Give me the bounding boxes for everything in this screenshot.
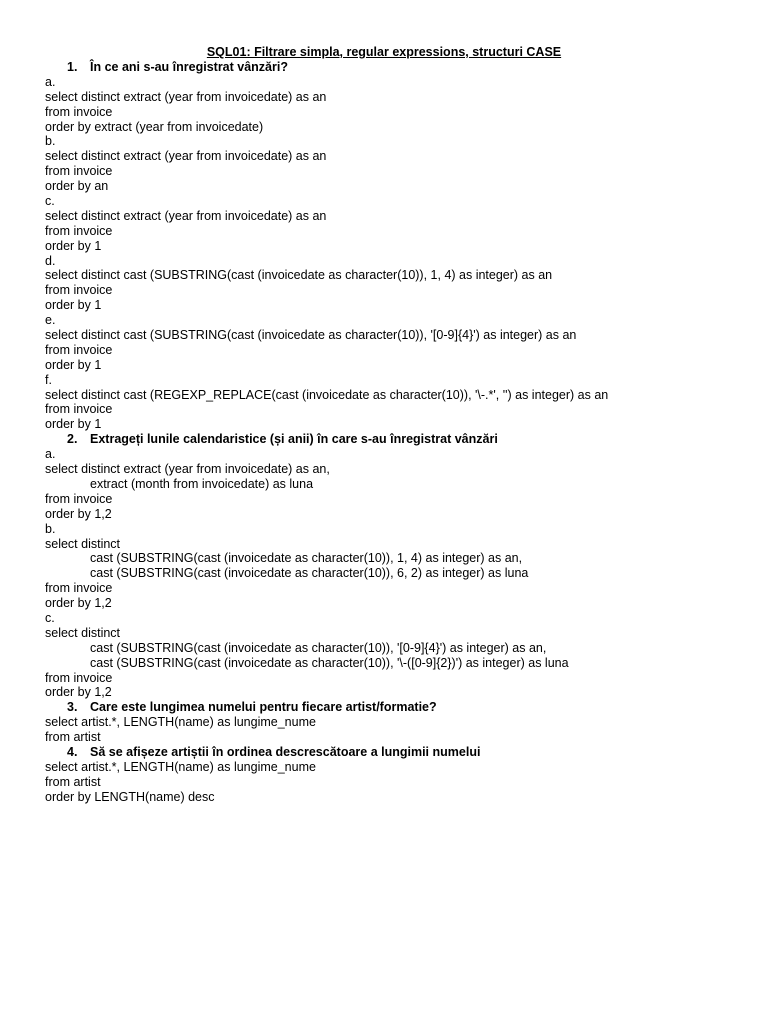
question-section xyxy=(45,60,745,432)
code-line: from invoice xyxy=(45,581,113,596)
code-line: a. xyxy=(45,447,56,462)
code-line: extract (month from invoicedate) as luna xyxy=(90,476,314,491)
document-page xyxy=(45,45,745,805)
code-line: select distinct cast (SUBSTRING(cast (invoicedate as character(10)), '[0-9]{4}') as integer) as an xyxy=(45,328,577,343)
code-line: select distinct xyxy=(45,536,121,551)
code-line: cast (SUBSTRING(cast (invoicedate as character(10)), 6, 2) as integer) as luna xyxy=(90,566,529,581)
code-line: e. xyxy=(45,313,56,328)
question-text: Care este lungimea numelui pentru fiecare artist/formatie? xyxy=(90,700,437,715)
code-line: from invoice xyxy=(45,491,113,506)
question-section xyxy=(45,700,745,745)
code-line: order by 1 xyxy=(45,417,102,432)
code-line: from invoice xyxy=(45,104,113,119)
code-line: order by an xyxy=(45,179,109,194)
code-line: select distinct extract (year from invoicedate) as an xyxy=(45,149,327,164)
question-text: Să se afișeze artiștii în ordinea descrescătoare a lungimii numelui xyxy=(90,744,481,759)
question-number: 2. xyxy=(67,432,78,447)
question-number: 4. xyxy=(67,744,78,759)
code-line: a. xyxy=(45,74,56,89)
code-line: from invoice xyxy=(45,402,113,417)
code-line: c. xyxy=(45,194,55,209)
code-line: cast (SUBSTRING(cast (invoicedate as character(10)), 1, 4) as integer) as an, xyxy=(90,551,523,566)
question-text: În ce ani s-au înregistrat vânzări? xyxy=(90,60,288,74)
code-line: select artist.*, LENGTH(name) as lungime_nume xyxy=(45,759,316,774)
code-line: order by 1 xyxy=(45,357,102,372)
question-number: 3. xyxy=(67,700,78,715)
code-line: order by 1 xyxy=(45,298,102,313)
code-line: from artist xyxy=(45,774,101,789)
code-line: b. xyxy=(45,521,56,536)
question-text: Extrageți lunile calendaristice (și anii) în care s-au înregistrat vânzări xyxy=(90,432,498,447)
code-line: select distinct extract (year from invoicedate) as an xyxy=(45,208,327,223)
question-section xyxy=(45,432,745,700)
code-line: f. xyxy=(45,372,52,387)
question-heading xyxy=(45,745,745,760)
code-line: select artist.*, LENGTH(name) as lungime_nume xyxy=(45,715,316,730)
code-line: from invoice xyxy=(45,283,113,298)
code-line: select distinct xyxy=(45,625,121,640)
code-line: select distinct extract (year from invoicedate) as an xyxy=(45,89,327,104)
document-title: SQL01: Filtrare simpla, regular expressions, structuri CASE xyxy=(206,45,562,59)
code-line: order by LENGTH(name) desc xyxy=(45,789,215,804)
code-line: b. xyxy=(45,134,56,149)
code-line: order by 1,2 xyxy=(45,596,112,611)
question-number: 1. xyxy=(67,60,78,74)
code-line: cast (SUBSTRING(cast (invoicedate as character(10)), '[0-9]{4}') as integer) as an, xyxy=(90,640,547,655)
question-heading xyxy=(45,60,745,75)
code-line: from artist xyxy=(45,730,101,745)
code-line: select distinct cast (SUBSTRING(cast (invoicedate as character(10)), 1, 4) as integer) as an xyxy=(45,268,553,283)
code-line: select distinct cast (REGEXP_REPLACE(cast (invoicedate as character(10)), '\-.*', '') as integer) as an xyxy=(45,387,609,402)
question-section xyxy=(45,745,745,805)
code-line: d. xyxy=(45,253,56,268)
code-line: order by extract (year from invoicedate) xyxy=(45,119,264,134)
code-line: from invoice xyxy=(45,342,113,357)
code-line: from invoice xyxy=(45,223,113,238)
code-line: select distinct extract (year from invoicedate) as an, xyxy=(45,462,330,477)
document-body xyxy=(45,60,745,805)
code-line: cast (SUBSTRING(cast (invoicedate as character(10)), '\-([0-9]{2})') as integer) as luna xyxy=(90,655,569,670)
question-heading xyxy=(45,432,745,447)
code-line: order by 1 xyxy=(45,238,102,253)
code-line: c. xyxy=(45,610,55,625)
question-heading xyxy=(45,700,745,715)
code-line: from invoice xyxy=(45,164,113,179)
code-line: order by 1,2 xyxy=(45,685,112,700)
code-line: order by 1,2 xyxy=(45,506,112,521)
code-line: from invoice xyxy=(45,670,113,685)
